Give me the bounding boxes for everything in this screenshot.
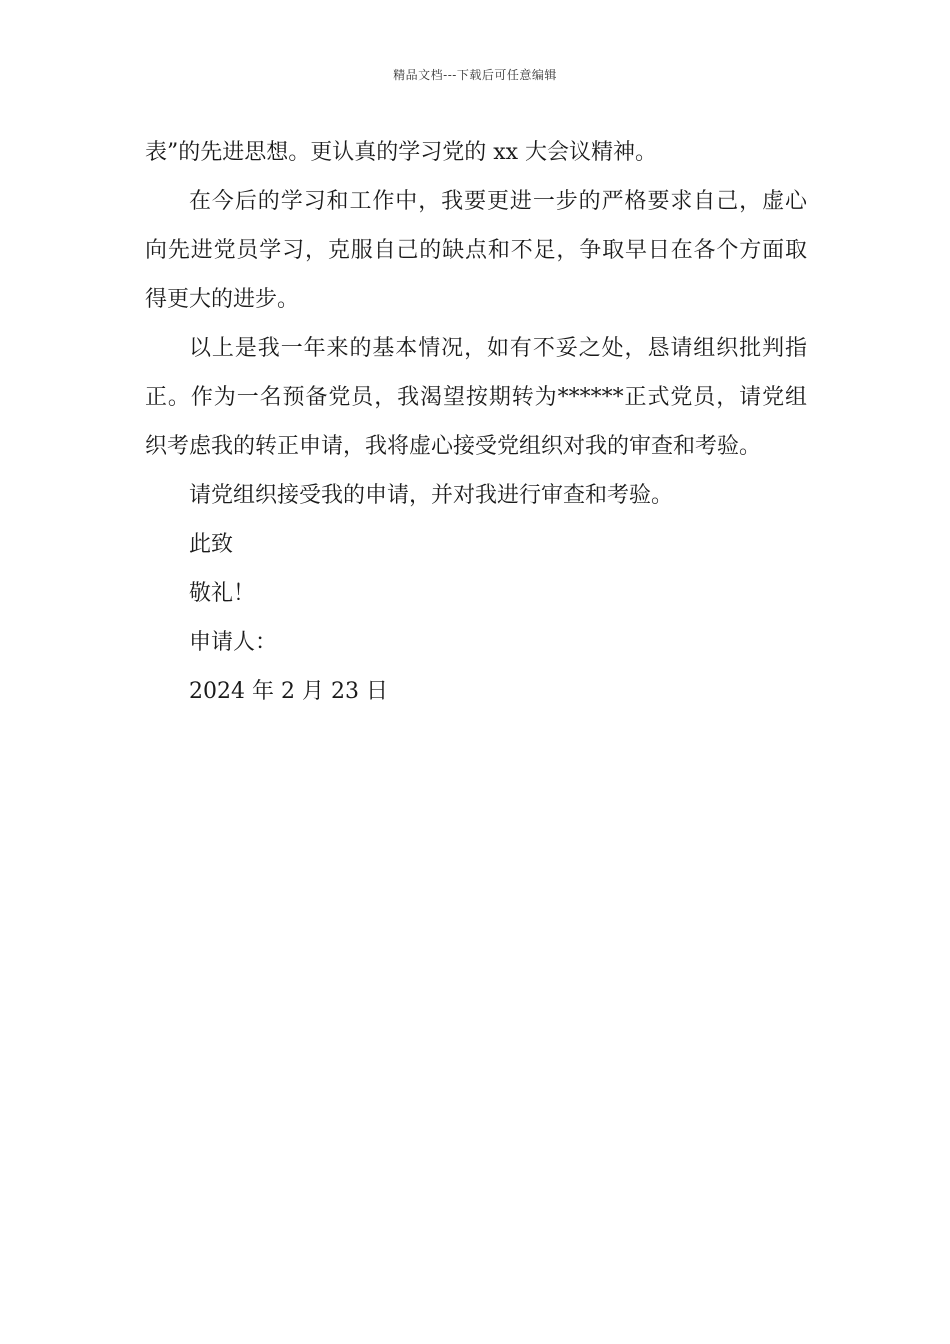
paragraph-line: 请党组织接受我的申请，并对我进行审查和考验。 [189,483,674,508]
paragraph-line: 表”的先进思想。更认真的学习党的 xx 大会议精神。 [145,140,658,165]
paragraph-line: 向先进党员学习，克服自己的缺点和不足，争取早日在各个方面取 [145,238,807,263]
paragraph-line: 得更大的进步。 [145,287,300,312]
date-line: 2024 年 2 月 23 日 [189,679,388,704]
page-header: 精品文档---下载后可任意编辑 [393,68,557,82]
closing-line: 敬礼！ [189,581,256,606]
paragraph-line: 在今后的学习和工作中，我要更进一步的严格要求自己，虚心 [189,189,807,214]
paragraph-line: 织考虑我的转正申请，我将虚心接受党组织对我的审查和考验。 [145,434,762,459]
applicant-line: 申请人： [189,630,278,655]
salutation-line: 此致 [189,532,234,557]
paragraph-line: 以上是我一年来的基本情况，如有不妥之处，恳请组织批判指 [189,336,807,361]
paragraph-line: 正。作为一名预备党员，我渴望按期转为******正式党员，请党组 [145,385,807,410]
letter-body [145,128,807,716]
